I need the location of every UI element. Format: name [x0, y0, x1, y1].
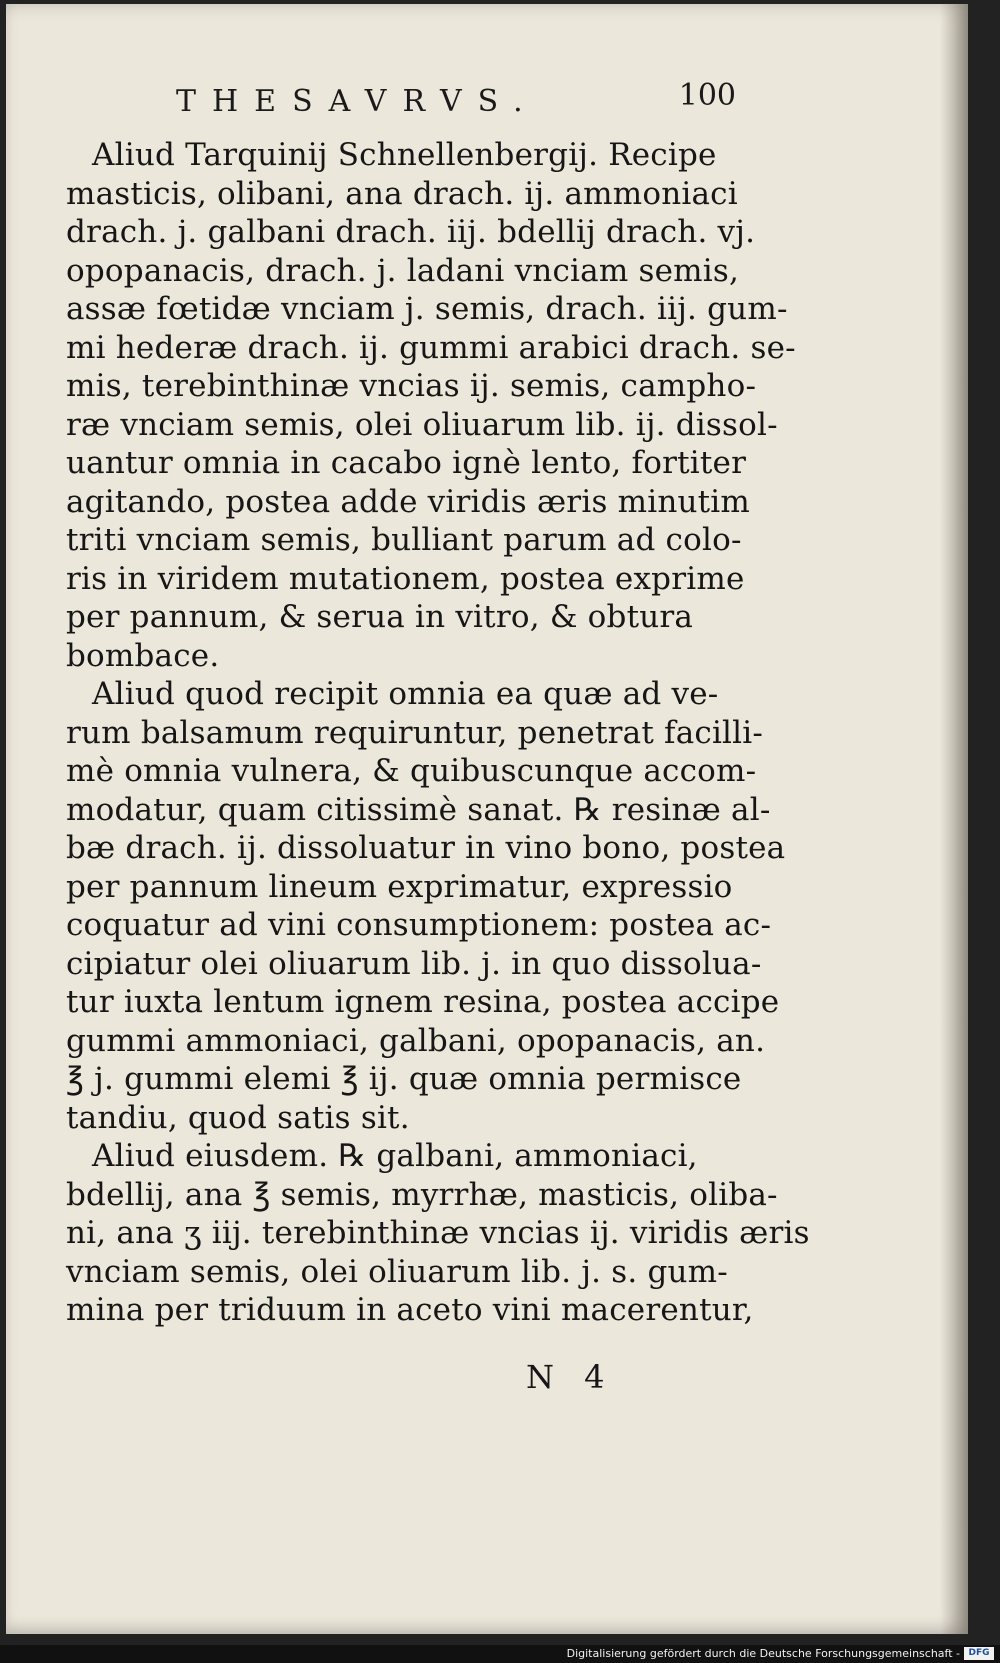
text-line: modatur, quam citissimè sanat. ℞ resinæ al- — [66, 791, 771, 828]
text-line: ℥ j. gummi elemi ℥ ij. quæ omnia permisce — [66, 1061, 742, 1097]
page-header — [176, 78, 736, 124]
book-page — [6, 4, 968, 1634]
text-line: assæ fœtidæ vnciam j. semis, drach. iij. gum- — [66, 291, 788, 327]
paragraph — [66, 136, 796, 675]
text-line: ræ vnciam semis, olei oliuarum lib. ij. dissol- — [66, 406, 778, 443]
text-line: triti vnciam semis, bulliant parum ad colo- — [66, 522, 742, 558]
text-line: rum balsamum requiruntur, penetrat facilli- — [66, 714, 764, 751]
text-line: opopanacis, drach. j. ladani vnciam semis, — [66, 252, 740, 289]
text-line: bdellij, ana ℥ semis, myrrhæ, masticis, oliba- — [66, 1176, 778, 1213]
body-text — [66, 136, 810, 1330]
paragraph — [66, 1137, 810, 1330]
text-line: Aliud quod recipit omnia ea quæ ad ve- — [92, 676, 719, 712]
text-line: ris in viridem mutationem, postea exprime — [66, 560, 745, 597]
signature-mark: N 4 — [526, 1358, 615, 1396]
text-line: bombace. — [66, 637, 220, 674]
text-line: tandiu, quod satis sit. — [66, 1099, 410, 1136]
text-line: tur iuxta lentum ignem resina, postea accipe — [66, 984, 780, 1020]
text-line: Aliud eiusdem. ℞ galbani, ammoniaci, — [92, 1138, 698, 1174]
text-line: ni, ana ʒ iij. terebinthinæ vncias ij. viridis æris — [66, 1215, 810, 1251]
text-line: vnciam semis, olei oliuarum lib. j. s. gum- — [66, 1253, 728, 1290]
digitization-footer — [0, 1645, 1000, 1663]
text-line: mis, terebinthinæ vncias ij. semis, campho- — [66, 368, 757, 404]
text-line: mina per triduum in aceto vini macerentur, — [66, 1292, 754, 1328]
paragraph — [66, 675, 786, 1137]
text-line: mi hederæ drach. ij. gummi arabici drach. se- — [66, 329, 796, 366]
text-line: drach. j. galbani drach. iij. bdellij drach. vj. — [66, 214, 756, 250]
text-line: coquatur ad vini consumptionem: postea ac- — [66, 907, 772, 943]
text-line: cipiatur olei oliuarum lib. j. in quo dissolua- — [66, 945, 762, 982]
text-line: gummi ammoniaci, galbani, opopanacis, an. — [66, 1022, 766, 1059]
text-line: mè omnia vulnera, & quibuscunque accom- — [66, 753, 757, 789]
text-line: bæ drach. ij. dissoluatur in vino bono, postea — [66, 830, 786, 866]
footer-credit: Digitalisierung gefördert durch die Deutsche Forschungsgemeinschaft - — [566, 1647, 960, 1660]
text-line: per pannum lineum exprimatur, expressio — [66, 868, 733, 905]
text-line: agitando, postea adde viridis æris minutim — [66, 483, 751, 520]
dfg-logo: DFG — [964, 1647, 994, 1660]
running-title: THESAVRVS. — [176, 84, 539, 119]
text-line: masticis, olibani, ana drach. ij. ammoniaci — [66, 175, 738, 212]
page-edge-shadow — [940, 4, 968, 1634]
page-number: 100 — [678, 78, 736, 113]
text-line: Aliud Tarquinij Schnellenbergij. Recipe — [92, 137, 717, 173]
text-line: uantur omnia in cacabo ignè lento, fortiter — [66, 445, 747, 481]
text-line: per pannum, & serua in vitro, & obtura — [66, 599, 694, 635]
